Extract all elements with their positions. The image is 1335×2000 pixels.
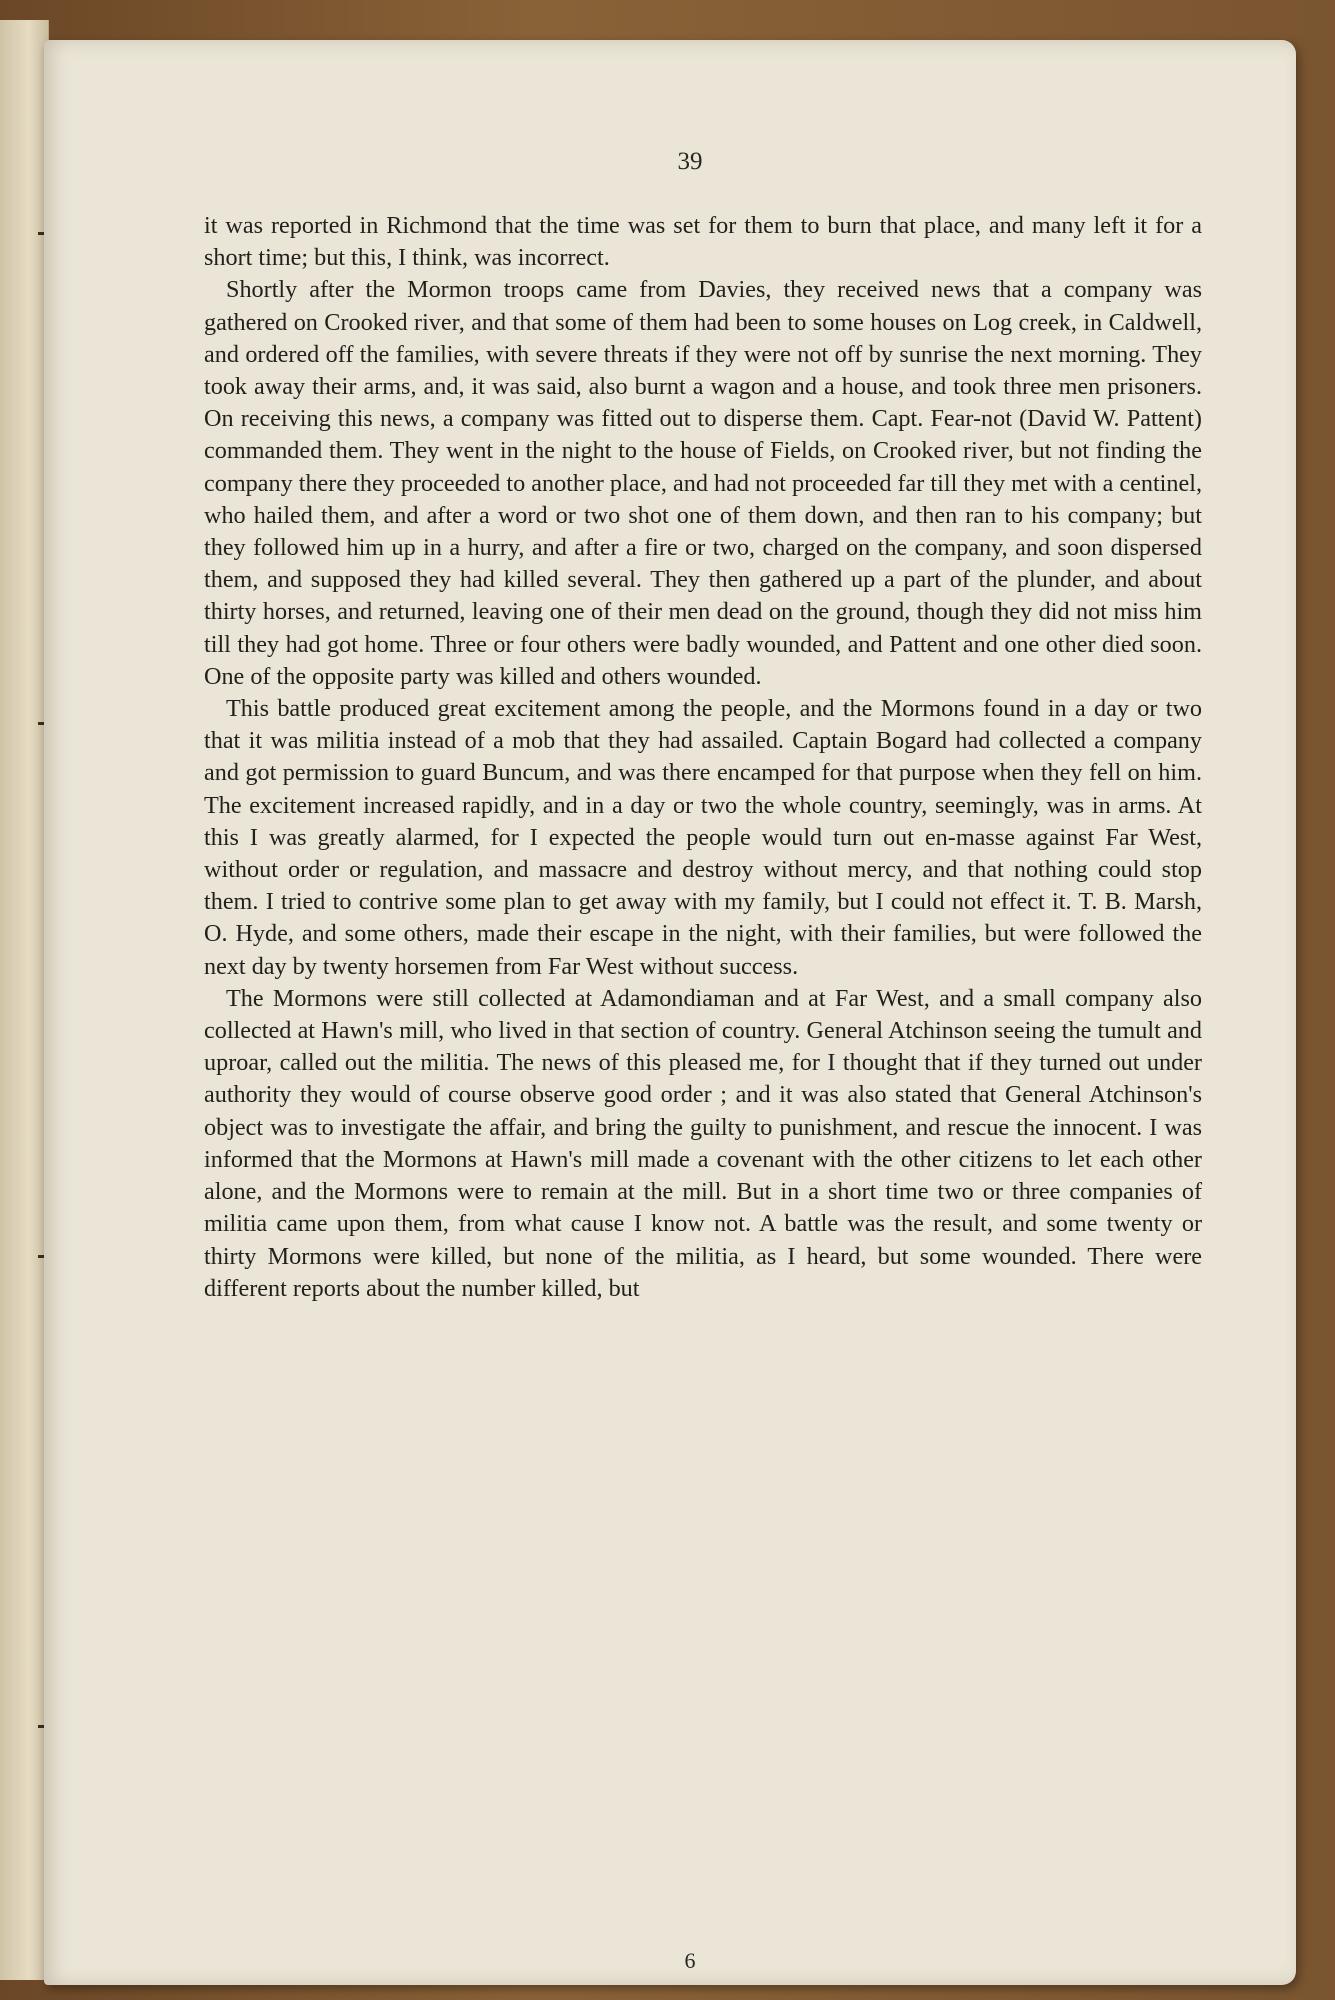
page-number: 39 (677, 148, 703, 175)
paragraph-2: Shortly after the Mormon troops came from Davies, they received news that a company was gathered on Crooked river, and that some of them had been to some houses on Log creek, in Caldwell, and ordered off the families, with severe threats if they were not off by sunrise the next morning. They took away their arms, and, it was said, also burnt a wagon and a house, and took three men prisoners. On receiving this news, a company was fitted out to disperse them. Capt. Fear-not (David W. Pattent) commanded them. They went in the night to the house of Fields, on Crooked river, but not finding the company there they proceeded to another place, and had not proceeded far till they met with a centinel, who hailed them, and after a word or two shot one of them down, and then ran to his company; but they followed him up in a hurry, and after a fire or two, charged on the company, and soon dispersed them, and supposed they had killed several. They then gathered up a part of the plunder, and about thirty horses, and returned, leaving one of their men dead on the ground, though they did not miss him till they had got home. Three or four others were badly wounded, and Pattent and one other died soon. One of the opposite party was killed and others wounded. (204, 276, 1202, 690)
body-text (204, 210, 1202, 1305)
facing-page-edge (0, 20, 49, 1980)
signature-mark: 6 (684, 1948, 696, 1973)
book-page (44, 40, 1296, 1985)
paragraph-1: it was reported in Richmond that the time was set for them to burn that place, and many left it for a short time; but this, I think, was incorrect. (204, 212, 1202, 272)
paragraph-3: This battle produced great excitement among the people, and the Mormons found in a day or two that it was militia instead of a mob that they had assailed. Captain Bogard had collected a company and got permission to guard Buncum, and was there encamped for that purpose when they fell on him. The excitement increased rapidly, and in a day or two the whole country, seemingly, was in arms. At this I was greatly alarmed, for I expected the people would turn out en-masse against Far West, without order or regulation, and massacre and destroy without mercy, and that nothing could stop them. I tried to contrive some plan to get away with my family, but I could not effect it. T. B. Marsh, O. Hyde, and some others, made their escape in the night, with their families, but were followed the next day by twenty horsemen from Far West without success. (204, 695, 1202, 980)
paragraph-4: The Mormons were still collected at Adamondiaman and at Far West, and a small company also collected at Hawn's mill, who lived in that section of country. General Atchinson seeing the tumult and uproar, called out the militia. The news of this pleased me, for I thought that if they turned out under authority they would of course observe good order ; and it was also stated that General Atchinson's object was to investigate the affair, and bring the guilty to punishment, and rescue the innocent. I was informed that the Mormons at Hawn's mill made a covenant with the other citizens to let each other alone, and the Mormons were to remain at the mill. But in a short time two or three companies of militia came upon them, from what cause I know not. A battle was the result, and some twenty or thirty Mormons were killed, but none of the militia, as I heard, but some wounded. There were different reports about the number killed, but (204, 984, 1202, 1302)
